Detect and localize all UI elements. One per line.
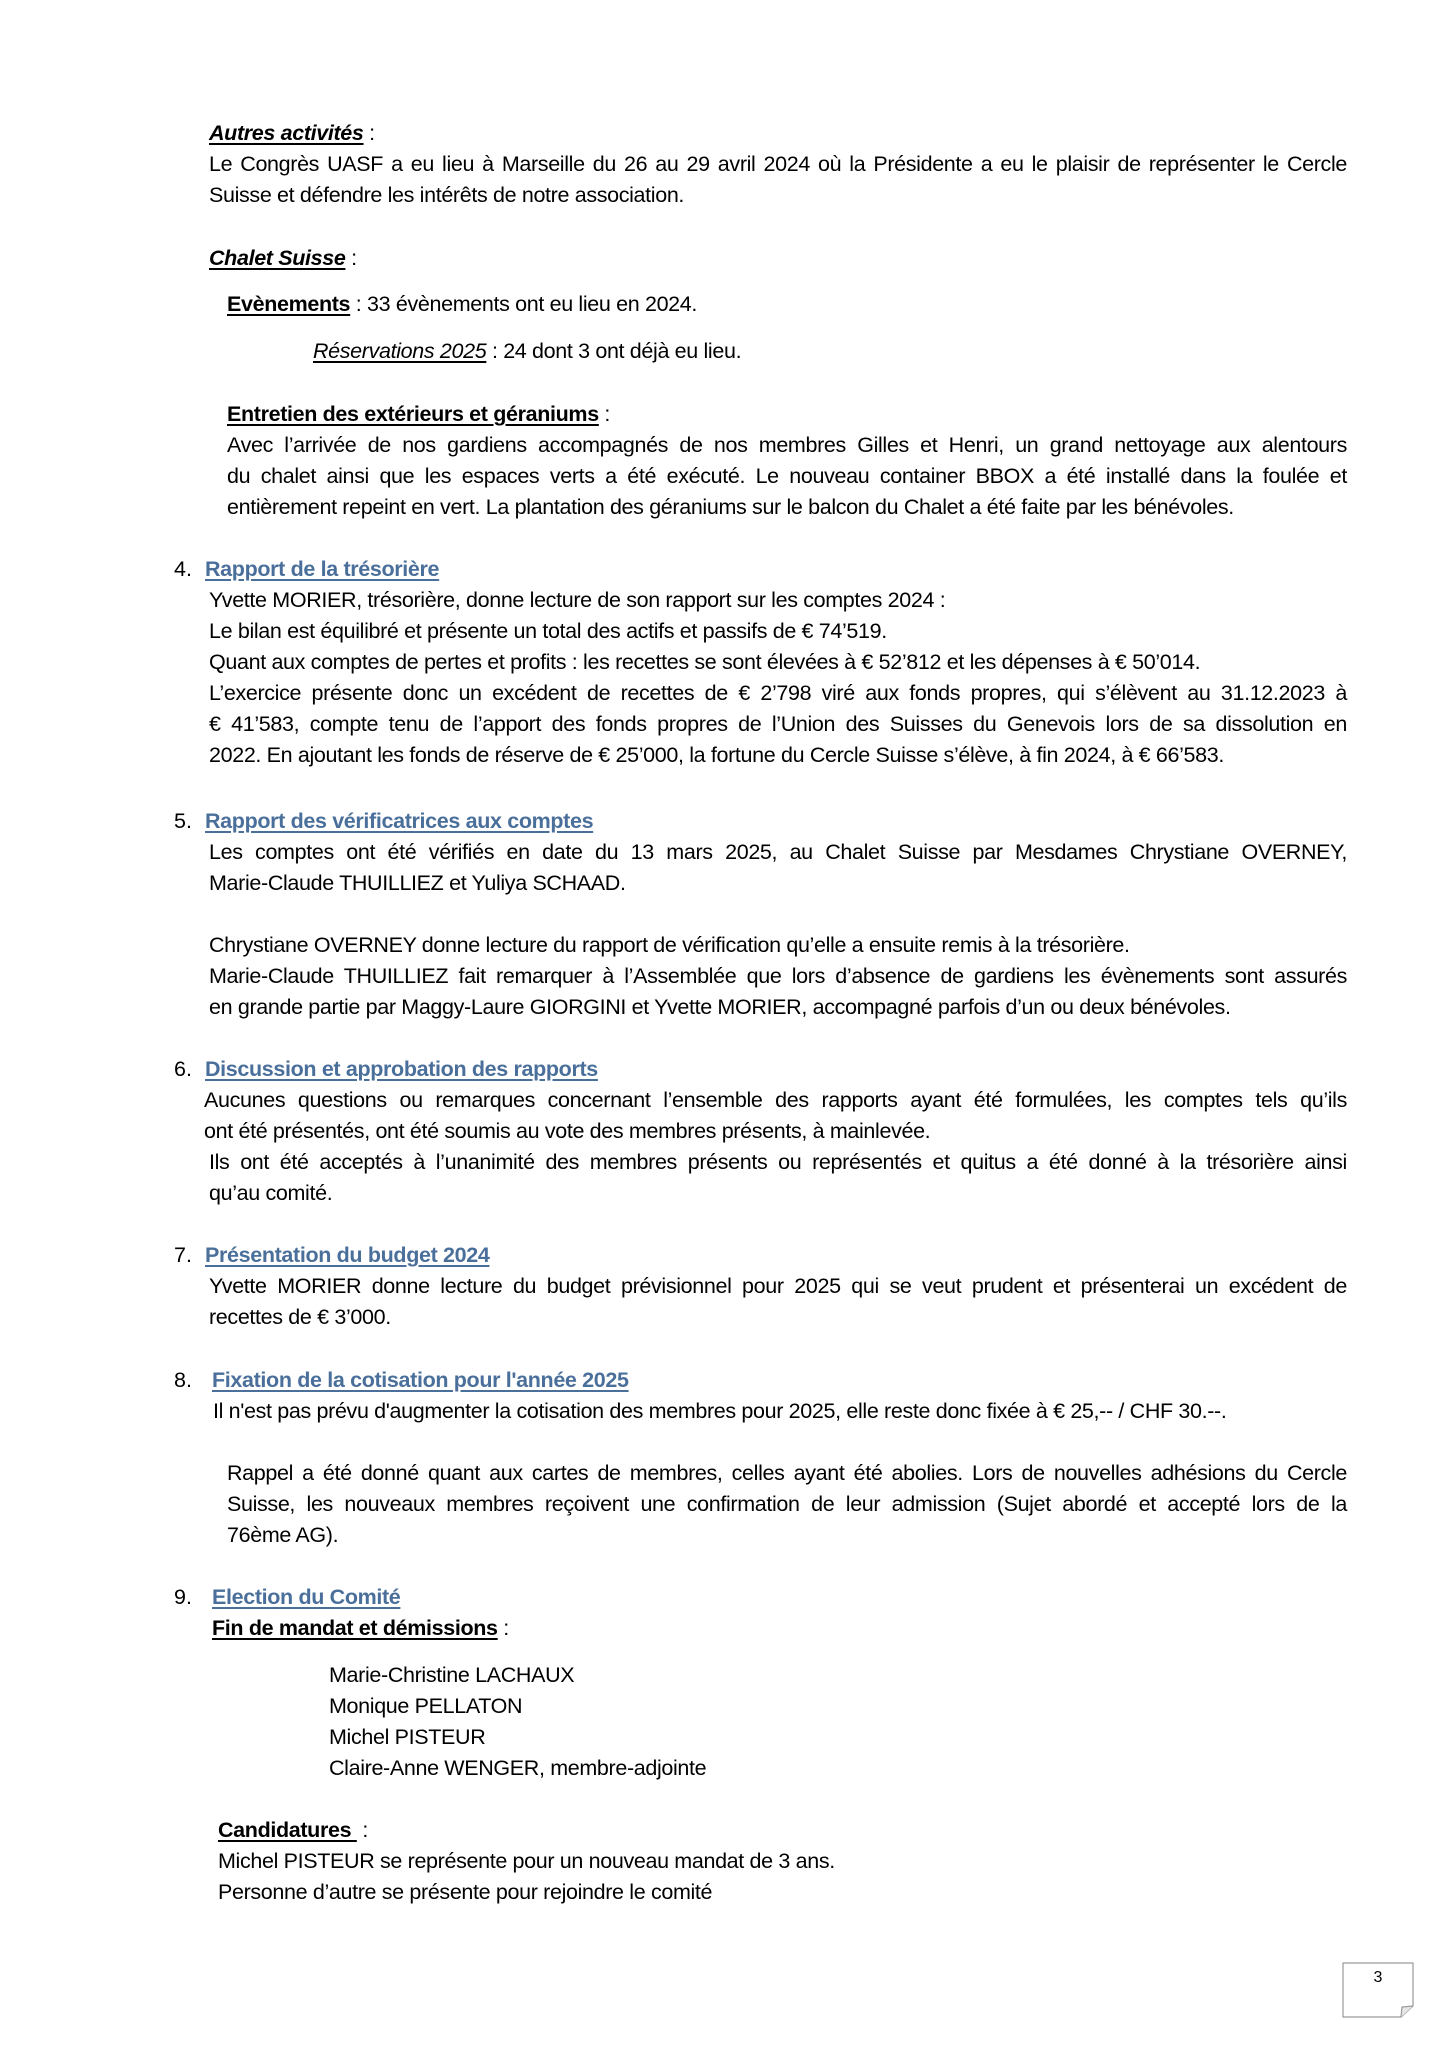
paragraph-line: Marie-Claude THUILLIEZ et Yuliya SCHAAD. — [209, 871, 626, 895]
paragraph-line: Suisse et défendre les intérêts de notre association. — [209, 183, 685, 207]
section-number: 9. — [174, 1585, 192, 1609]
fin-mandat-heading — [212, 1613, 509, 1644]
section-title-cotisation: Fixation de la cotisation pour l'année 2025 — [212, 1368, 629, 1392]
entretien-label: Entretien des extérieurs et géraniums — [227, 402, 599, 426]
entretien-sep: : — [598, 402, 611, 426]
section-title-tresoriere: Rapport de la trésorière — [205, 557, 440, 581]
section-number: 6. — [174, 1057, 192, 1081]
paragraph-line: recettes de € 3’000. — [209, 1305, 391, 1329]
paragraph-line: Quant aux comptes de pertes et profits : les recettes se sont élevées à € 52’812 et les dépenses à € 50’014. — [209, 650, 1201, 674]
page-number: 3 — [1373, 1969, 1383, 1986]
page-number-box — [1342, 1962, 1414, 2018]
candidatures-sep: : — [356, 1818, 369, 1842]
member-name: Marie-Christine LACHAUX — [329, 1663, 575, 1687]
fin-mandat-label: Fin de mandat et démissions — [212, 1616, 498, 1640]
section-title-election: Election du Comité — [212, 1585, 401, 1609]
candidatures-heading — [218, 1815, 368, 1846]
paragraph-line: Avec l’arrivée de nos gardiens accompagnés de nos membres Gilles et Henri, un grand nettoyage aux alentours — [227, 433, 1347, 457]
paragraph-line: € 41’583, compte tenu de l’apport des fonds propres de l’Union des Suisses du Genevois lors de sa dissolution en — [209, 712, 1347, 736]
member-name: Claire-Anne WENGER, membre-adjointe — [329, 1756, 707, 1780]
section-title-budget: Présentation du budget 2024 — [205, 1243, 490, 1267]
paragraph-line: Suisse, les nouveaux membres reçoivent une confirmation de leur admission (Sujet abordé et accepté lors de la — [227, 1492, 1347, 1516]
paragraph-line: 76ème AG). — [227, 1523, 339, 1547]
reservations-line — [313, 336, 741, 367]
paragraph-line: Ils ont été acceptés à l’unanimité des membres présents ou représentés et quitus a été donné à la trésorière ainsi — [209, 1150, 1347, 1174]
evenements-line — [227, 289, 697, 320]
paragraph-line: en grande partie par Maggy-Laure GIORGINI et Yvette MORIER, accompagné parfois d’un ou deux bénévoles. — [209, 995, 1231, 1019]
paragraph-line: Les comptes ont été vérifiés en date du 13 mars 2025, au Chalet Suisse par Mesdames Chrystiane OVERNEY, — [209, 840, 1347, 864]
autres-activites-heading — [209, 118, 375, 149]
member-name: Michel PISTEUR — [329, 1725, 486, 1749]
paragraph-line: 2022. En ajoutant les fonds de réserve de € 25’000, la fortune du Cercle Suisse s’élève, à fin 2024, à € 66’583. — [209, 743, 1225, 767]
paragraph-line: Yvette MORIER, trésorière, donne lecture de son rapport sur les comptes 2024 : — [209, 588, 946, 612]
evenements-label: Evènements — [227, 292, 351, 316]
paragraph-line: Yvette MORIER donne lecture du budget prévisionnel pour 2025 qui se veut prudent et présenterai un excédent de — [209, 1274, 1347, 1298]
section-number: 5. — [174, 809, 192, 833]
section-title-verificatrices: Rapport des vérificatrices aux comptes — [205, 809, 594, 833]
evenements-text: : 33 évènements ont eu lieu en 2024. — [350, 292, 698, 316]
paragraph-line: Personne d’autre se présente pour rejoindre le comité — [218, 1880, 713, 1904]
paragraph-line: qu’au comité. — [209, 1181, 333, 1205]
section-title-discussion: Discussion et approbation des rapports — [205, 1057, 598, 1081]
paragraph-line: Le bilan est équilibré et présente un total des actifs et passifs de € 74’519. — [209, 619, 887, 643]
chalet-suisse-heading — [209, 243, 357, 274]
reservations-label: Réservations 2025 — [313, 339, 487, 363]
paragraph-line: Chrystiane OVERNEY donne lecture du rapport de vérification qu’elle a ensuite remis à la trésorière. — [209, 933, 1130, 957]
entretien-heading — [227, 399, 610, 430]
chalet-suisse-sep: : — [345, 246, 357, 270]
paragraph-line: Rappel a été donné quant aux cartes de membres, celles ayant été abolies. Lors de nouvelles adhésions du Cercle — [227, 1461, 1347, 1485]
member-name: Monique PELLATON — [329, 1694, 523, 1718]
paragraph-line: Aucunes questions ou remarques concernant l’ensemble des rapports ayant été formulées, les comptes tels qu’ils — [204, 1088, 1347, 1112]
paragraph-line: Le Congrès UASF a eu lieu à Marseille du 26 au 29 avril 2024 où la Présidente a eu le plaisir de représenter le Cercle — [209, 152, 1347, 176]
paragraph-line: du chalet ainsi que les espaces verts a été exécuté. Le nouveau container BBOX a été installé dans la foulée et — [227, 464, 1347, 488]
reservations-text: : 24 dont 3 ont déjà eu lieu. — [486, 339, 742, 363]
fin-mandat-sep: : — [497, 1616, 509, 1640]
autres-activites-title: Autres activités — [209, 121, 364, 145]
autres-activites-sep: : — [363, 121, 375, 145]
paragraph-line: Michel PISTEUR se représente pour un nouveau mandat de 3 ans. — [218, 1849, 835, 1873]
paragraph-line: Il n'est pas prévu d'augmenter la cotisation des membres pour 2025, elle reste donc fixée à € 25,-- / CHF 30.--. — [213, 1399, 1227, 1423]
paragraph-line: Marie-Claude THUILLIEZ fait remarquer à l’Assemblée que lors d’absence de gardiens les évènements sont assurés — [209, 964, 1347, 988]
section-number: 8. — [174, 1368, 192, 1392]
section-number: 4. — [174, 557, 192, 581]
paragraph-line: L’exercice présente donc un excédent de recettes de € 2’798 viré aux fonds propres, qui s’élèvent au 31.12.2023 à — [209, 681, 1347, 705]
section-number: 7. — [174, 1243, 192, 1267]
paragraph-line: entièrement repeint en vert. La plantation des géraniums sur le balcon du Chalet a été faite par les bénévoles. — [227, 495, 1234, 519]
candidatures-label: Candidatures — [218, 1818, 357, 1842]
paragraph-line: ont été présentés, ont été soumis au vote des membres présents, à mainlevée. — [204, 1119, 931, 1143]
chalet-suisse-title: Chalet Suisse — [209, 246, 346, 270]
